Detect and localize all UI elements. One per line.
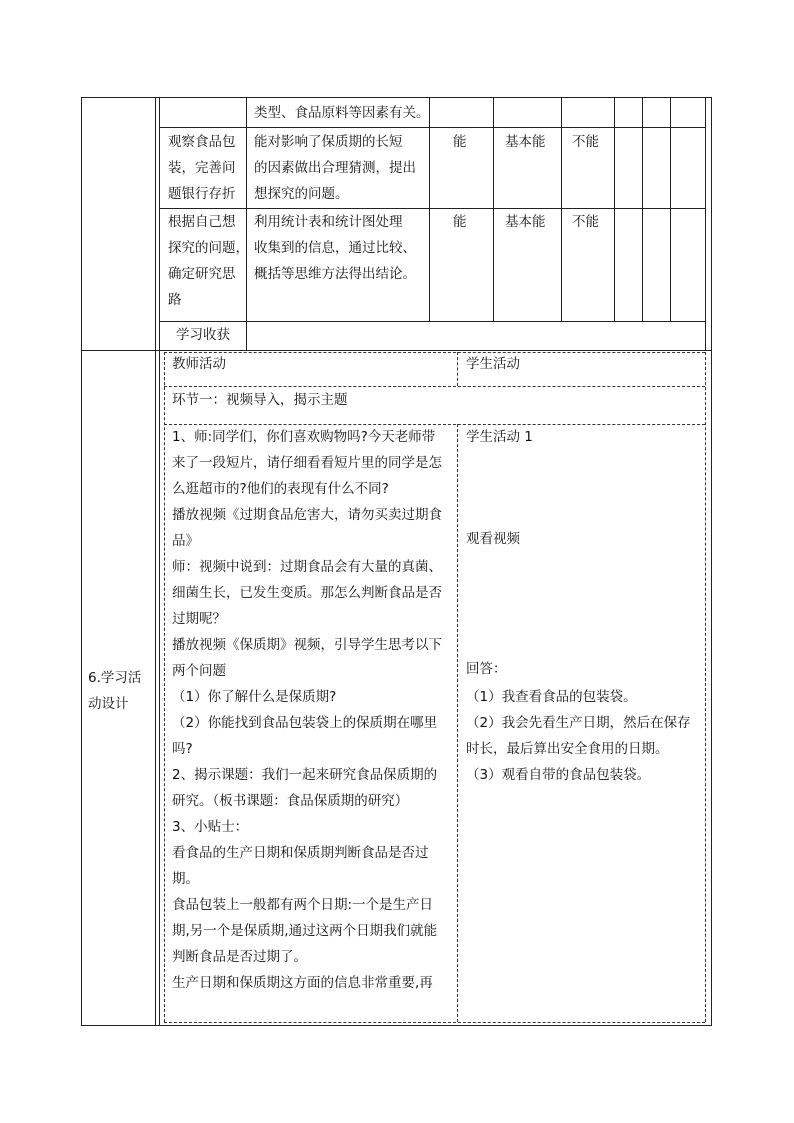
- activity-dash-left: [164, 352, 165, 1022]
- row3-item-line: 探究的问题，: [168, 240, 249, 256]
- row3-criterion: [254, 209, 416, 287]
- teacher-line: 3、小贴士：: [172, 819, 249, 835]
- outer-border-left: [81, 97, 82, 1026]
- section-label-line: 动设计: [88, 696, 129, 712]
- row1-criterion: 类型、食品原料等因素有关。: [254, 105, 430, 121]
- teacher-line: 两个问题: [172, 663, 226, 679]
- row2-item-line: 观察食品包: [168, 134, 236, 150]
- row2-criterion: [254, 129, 416, 207]
- row2-level-basic: 基本能: [505, 134, 546, 150]
- row3-item-line: 路: [168, 292, 182, 308]
- teacher-line: 研究。（板书课题：食品保质期的研究）: [172, 793, 409, 809]
- outer-border-right: [711, 97, 712, 1026]
- teacher-line: 么逛超市的?他们的表现有什么不同?: [172, 481, 389, 497]
- row2-level-cannot: 不能: [572, 134, 599, 150]
- row2-item: [168, 129, 236, 207]
- teacher-line: 判断食品是否过期了。: [172, 949, 307, 965]
- student-answer-line: （1）我查看食品的包装袋。: [466, 689, 637, 705]
- activity-dash-top: [164, 352, 705, 353]
- teacher-line: 师：视频中说到：过期食品会有大量的真菌、: [172, 559, 442, 575]
- harvest-label: 学习收获: [176, 327, 230, 343]
- teacher-line: 期,另一个是保质期,通过这两个日期我们就能: [172, 923, 438, 939]
- activity-dash-mid-2: [457, 424, 458, 1022]
- teacher-activity-text: [172, 424, 455, 996]
- teacher-line: 看食品的生产日期和保质期判断食品是否过: [172, 845, 429, 861]
- student-answer-line: 时长，最后算出安全食用的日期。: [466, 741, 669, 757]
- segment-title: 环节一：视频导入，揭示主题: [172, 392, 348, 408]
- row2-criterion-line: 的因素做出合理猜测，提出: [254, 160, 416, 176]
- student-activity-title: 学生活动 1: [466, 429, 533, 445]
- teacher-activity-header: 教师活动: [172, 356, 226, 372]
- top-table-hline-3: [160, 321, 706, 322]
- teacher-line: 品》: [172, 533, 199, 549]
- row2-level-can: 能: [453, 134, 467, 150]
- student-activity-header: 学生活动: [466, 356, 520, 372]
- section-label-line: 6.学习活: [88, 670, 142, 686]
- activity-dash-mid-1: [457, 352, 458, 386]
- row2-criterion-line: 想探究的问题。: [254, 186, 349, 202]
- row3-level-cannot: 不能: [572, 214, 599, 230]
- top-table-vline-7: [670, 97, 671, 322]
- teacher-line: 期。: [172, 871, 199, 887]
- top-table-vline-4: [561, 97, 562, 322]
- row3-criterion-line: 概括等思维方法得出结论。: [254, 266, 416, 282]
- teacher-line: 吗?: [172, 741, 193, 757]
- row2-item-line: 装，完善问: [168, 160, 236, 176]
- teacher-line: （2）你能找到食品包装袋上的保质期在哪里: [172, 715, 438, 731]
- student-answer-line: （3）观看自带的食品包装袋。: [466, 767, 651, 783]
- teacher-line: 播放视频《保质期》视频，引导学生思考以下: [172, 637, 442, 653]
- top-table-vline-6: [642, 97, 643, 322]
- teacher-line: 1、师:同学们，你们喜欢购物吗?今天老师带: [172, 429, 436, 445]
- top-table-hline-1: [160, 127, 706, 128]
- top-table-vline-8: [705, 97, 706, 350]
- row3-item-line: 根据自己想: [168, 214, 236, 230]
- teacher-line: 来了一段短片，请仔细看看短片里的同学是怎: [172, 455, 442, 471]
- teacher-line: 细菌生长，已发生变质。那怎么判断食品是否: [172, 585, 442, 601]
- row3-level-can: 能: [453, 214, 467, 230]
- top-table-vline-5: [614, 97, 615, 322]
- outer-border-bottom: [81, 1025, 712, 1026]
- student-answer-line: （2）我会先看生产日期，然后在保存: [466, 715, 691, 731]
- row3-criterion-line: 利用统计表和统计图处理: [254, 214, 403, 230]
- row3-item-line: 确定研究思: [168, 266, 236, 282]
- outer-border-top: [81, 97, 712, 98]
- teacher-line: 2、揭示课题：我们一起来研究食品保质期的: [172, 767, 438, 783]
- activity-dash-right: [705, 352, 706, 1022]
- top-table-vline-2: [429, 97, 430, 322]
- student-watch-video: 观看视频: [466, 531, 520, 547]
- section-label: [88, 665, 141, 717]
- top-table-vline-3: [493, 97, 494, 322]
- teacher-line: 食品包装上一般都有两个日期:一个是生产日: [172, 897, 434, 913]
- row2-item-line: 题银行存折: [168, 186, 236, 202]
- row3-criterion-line: 收集到的信息，通过比较、: [254, 240, 416, 256]
- row3-level-basic: 基本能: [505, 214, 546, 230]
- teacher-line: （1）你了解什么是保质期?: [172, 689, 337, 705]
- student-answer-label: 回答：: [466, 661, 507, 677]
- row2-criterion-line: 能对影响了保质期的长短: [254, 134, 403, 150]
- student-answers: [466, 684, 702, 788]
- label-column-line-2: [159, 97, 160, 1026]
- teacher-line: 过期呢？: [172, 611, 226, 627]
- teacher-line: 生产日期和保质期这方面的信息非常重要,再: [172, 975, 433, 991]
- teacher-line: 播放视频《过期食品危害大，请勿买卖过期食: [172, 507, 442, 523]
- activity-dash-bottom: [164, 1022, 705, 1023]
- label-column-line-1: [155, 97, 156, 1026]
- row3-item: [168, 209, 249, 313]
